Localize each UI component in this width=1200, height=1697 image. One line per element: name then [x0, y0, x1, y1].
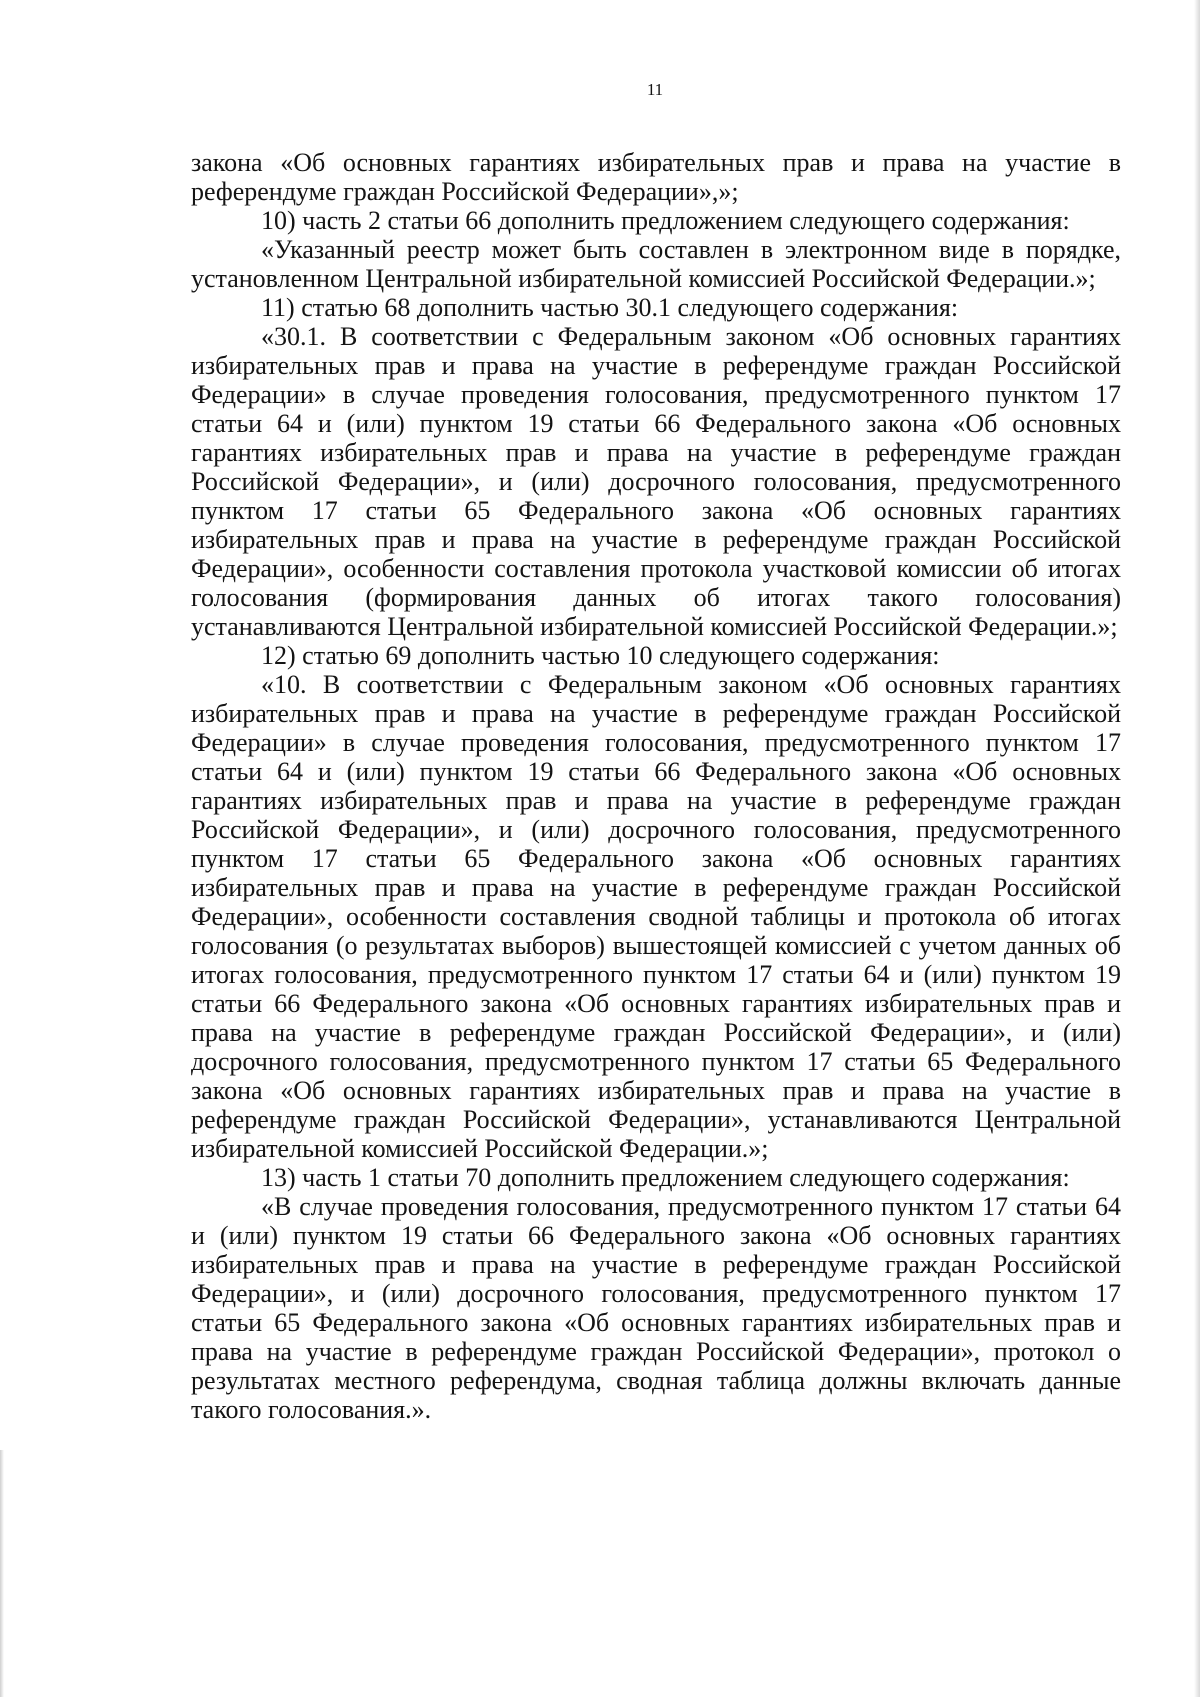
paragraph: 13) часть 1 статьи 70 дополнить предложением следующего содержания: — [261, 1163, 1070, 1192]
scan-edge-shadow — [0, 1450, 4, 1697]
paragraph: «Указанный реестр может быть составлен в электронном виде в порядке, установленном Центральной избирательной комиссией Российской Федерации.»; — [191, 235, 1121, 293]
paragraph: «30.1. В соответствии с Федеральным законом «Об основных гарантиях избирательных прав и права на участие в референдуме граждан Российской Федерации» в случае проведения голосования, предусмотренного пунктом 17 статьи 64 и (или) пунктом 19 статьи 66 Федерального закона «Об основных гарантиях избирательных прав и права на участие в референдуме граждан Российской Федерации», и (или) досрочного голосования, предусмотренного пунктом 17 статьи 65 Федерального закона «Об основных гарантиях избирательных прав и права на участие в референдуме граждан Российской Федерации», особенности составления протокола участковой комиссии об итогах голосования (формирования данных об итогах такого голосования) устанавливаются Центральной избирательной комиссией Российской Федерации.»; — [191, 322, 1121, 641]
paragraph: «В случае проведения голосования, предусмотренного пунктом 17 статьи 64 и (или) пунктом 19 статьи 66 Федерального закона «Об основных гарантиях избирательных прав и права на участие в референдуме граждан Российской Федерации», и (или) досрочного голосования, предусмотренного пунктом 17 статьи 65 Федерального закона «Об основных гарантиях избирательных прав и права на участие в референдуме граждан Российской Федерации», протокол о результатах местного референдума, сводная таблица должны включать данные такого голосования.». — [191, 1192, 1121, 1424]
paragraph: «10. В соответствии с Федеральным законом «Об основных гарантиях избирательных прав и права на участие в референдуме граждан Российской Федерации» в случае проведения голосования, предусмотренного пунктом 17 статьи 64 и (или) пунктом 19 статьи 66 Федерального закона «Об основных гарантиях избирательных прав и права на участие в референдуме граждан Российской Федерации», и (или) досрочного голосования, предусмотренного пунктом 17 статьи 65 Федерального закона «Об основных гарантиях избирательных прав и права на участие в референдуме граждан Российской Федерации», особенности составления сводной таблицы и протокола об итогах голосования (о результатах выборов) вышестоящей комиссией с учетом данных об итогах голосования, предусмотренного пунктом 17 статьи 64 и (или) пунктом 19 статьи 66 Федерального закона «Об основных гарантиях избирательных прав и права на участие в референдуме граждан Российской Федерации», и (или) досрочного голосования, предусмотренного пунктом 17 статьи 65 Федерального закона «Об основных гарантиях избирательных прав и права на участие в референдуме граждан Российской Федерации», устанавливаются Центральной избирательной комиссией Российской Федерации.»; — [191, 670, 1121, 1163]
paragraph: 11) статью 68 дополнить частью 30.1 следующего содержания: — [261, 293, 959, 322]
page-number: 11 — [646, 80, 664, 99]
paragraph: 12) статью 69 дополнить частью 10 следующего содержания: — [261, 641, 940, 670]
paragraph: 10) часть 2 статьи 66 дополнить предложением следующего содержания: — [261, 206, 1070, 235]
paragraph: закона «Об основных гарантиях избирательных прав и права на участие в референдуме граждан Российской Федерации»,»; — [191, 148, 1121, 206]
scan-edge-shadow — [1194, 0, 1200, 1697]
document-body — [191, 148, 1121, 1424]
